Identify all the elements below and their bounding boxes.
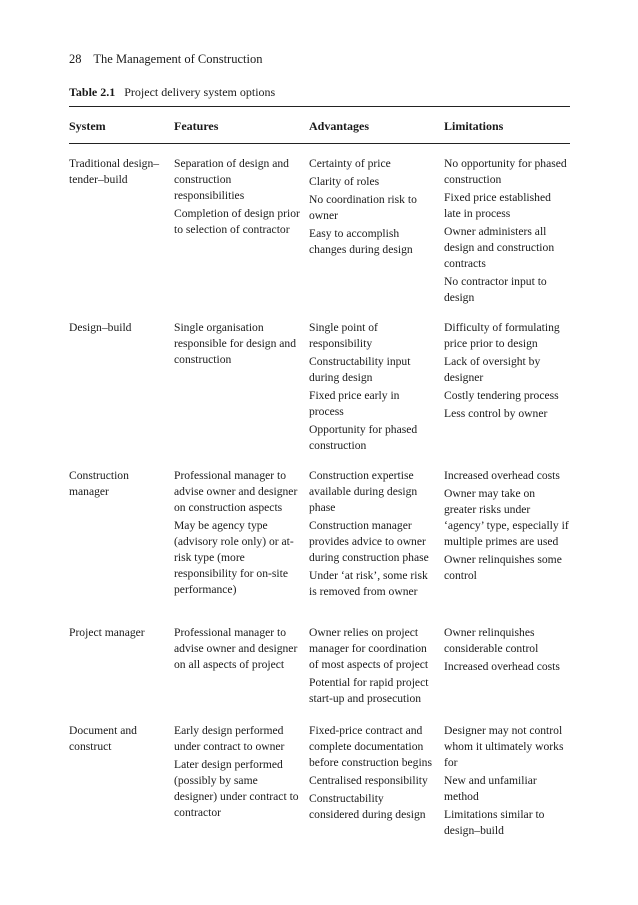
cell-entry: Potential for rapid project start-up and prosecution [309, 676, 429, 705]
cell-entry: Single organisation responsible for design and construction [174, 321, 297, 366]
cell-limitations [444, 723, 570, 841]
header-features: Features [174, 119, 219, 133]
cell-advantages [309, 625, 436, 709]
cell-entry: Limitations similar to design–build [444, 808, 545, 837]
cell-system [69, 468, 165, 500]
cell-entry: Construction manager provides advice to owner during construction phase [309, 519, 429, 564]
cell-features [174, 625, 300, 675]
cell-entry: Costly tendering process [444, 389, 559, 402]
cell-features [174, 320, 300, 370]
table-caption [69, 85, 275, 100]
cell-features [174, 156, 300, 240]
page-number: 28 [69, 52, 82, 66]
cell-entry: Clarity of roles [309, 175, 380, 188]
cell-system [69, 320, 165, 336]
cell-entry: Fixed price established late in process [444, 191, 551, 220]
running-head-title: The Management of Construction [93, 52, 263, 66]
system-line: Traditional design– [69, 157, 160, 170]
cell-entry: Centralised responsibility [309, 774, 428, 787]
cell-advantages [309, 723, 436, 825]
header-limitations: Limitations [444, 119, 504, 133]
cell-entry: Owner may take on greater risks under ‘agency’ type, especially if multiple primes are used [444, 487, 569, 548]
cell-entry: Opportunity for phased construction [309, 423, 418, 452]
header-advantages: Advantages [309, 119, 370, 133]
table-title: Project delivery system options [124, 85, 276, 99]
cell-limitations [444, 468, 570, 586]
cell-features [174, 723, 300, 823]
cell-entry: Lack of oversight by designer [444, 355, 541, 384]
cell-system [69, 156, 165, 188]
cell-entry: Owner relinquishes some control [444, 553, 562, 582]
cell-advantages [309, 156, 436, 260]
cell-entry: Professional manager to advise owner and designer on construction aspects [174, 469, 298, 514]
cell-entry: Less control by owner [444, 407, 548, 420]
system-line: tender–build [69, 173, 128, 186]
cell-advantages [309, 320, 436, 456]
table-label: Table 2.1 [69, 85, 116, 99]
system-line: manager [69, 485, 109, 498]
cell-entry: Designer may not control whom it ultimately works for [444, 724, 564, 769]
header-system: System [69, 119, 106, 133]
cell-system [69, 723, 165, 755]
table-header-rule [69, 143, 570, 144]
cell-entry: No contractor input to design [444, 275, 547, 304]
cell-limitations [444, 625, 570, 677]
cell-entry: Later design performed (possibly by same designer) under contract to contractor [174, 758, 299, 819]
cell-entry: Fixed price early in process [309, 389, 400, 418]
table-top-rule [69, 106, 570, 107]
cell-entry: Fixed-price contract and complete documentation before construction begins [309, 724, 432, 769]
cell-features [174, 468, 300, 600]
cell-entry: Single point of responsibility [309, 321, 378, 350]
cell-entry: Increased overhead costs [444, 469, 560, 482]
cell-entry: Professional manager to advise owner and designer on all aspects of project [174, 626, 298, 671]
system-line: Project manager [69, 626, 145, 639]
cell-limitations [444, 320, 570, 424]
cell-entry: Owner administers all design and construction contracts [444, 225, 555, 270]
cell-entry: Difficulty of formulating price prior to design [444, 321, 560, 350]
cell-entry: Increased overhead costs [444, 660, 560, 673]
cell-entry: Completion of design prior to selection of contractor [174, 207, 300, 236]
system-line: construct [69, 740, 112, 753]
cell-entry: No coordination risk to owner [309, 193, 417, 222]
cell-entry: Certainty of price [309, 157, 391, 170]
cell-entry: Constructability input during design [309, 355, 411, 384]
running-head [69, 52, 262, 67]
system-line: Document and [69, 724, 137, 737]
cell-entry: Owner relinquishes considerable control [444, 626, 539, 655]
cell-entry: Easy to accomplish changes during design [309, 227, 413, 256]
cell-entry: Early design performed under contract to owner [174, 724, 285, 753]
cell-entry: Separation of design and construction responsibilities [174, 157, 289, 202]
cell-limitations [444, 156, 570, 308]
cell-entry: Under ‘at risk’, some risk is removed from owner [309, 569, 428, 598]
cell-entry: New and unfamiliar method [444, 774, 537, 803]
cell-system [69, 625, 165, 641]
cell-entry: No opportunity for phased construction [444, 157, 567, 186]
cell-entry: Constructability considered during design [309, 792, 426, 821]
system-line: Design–build [69, 321, 132, 334]
cell-entry: May be agency type (advisory role only) or at-risk type (more responsibility for on-site performance) [174, 519, 294, 596]
cell-advantages [309, 468, 436, 602]
cell-entry: Owner relies on project manager for coordination of most aspects of project [309, 626, 429, 671]
system-line: Construction [69, 469, 129, 482]
cell-entry: Construction expertise available during design phase [309, 469, 418, 514]
